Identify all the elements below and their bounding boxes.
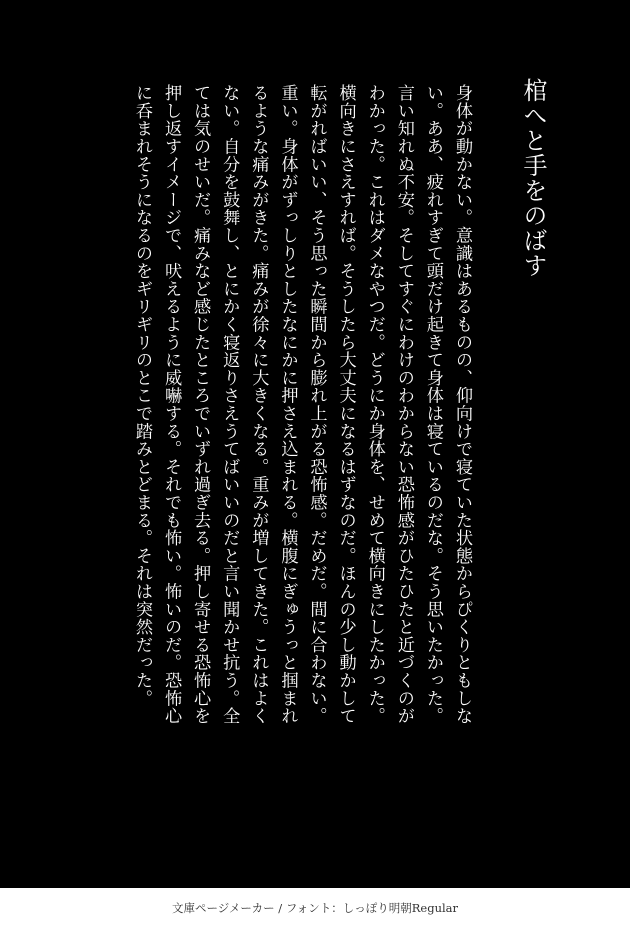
text-column: ては気のせいだ。痛みなど感じたところでいずれ過ぎ去る。押し寄せる恐怖心を [190,84,211,725]
font-credit: 文庫ページメーカー / フォント：しっぽり明朝Regular [171,901,459,915]
text-column: わかった。これはダメなやつだ。どうにか身体を、せめて横向きにしたかった。 [364,84,385,725]
text-column: 身体が動かない。意識はあるものの、仰向けで寝ていた状態からぴくりともしな [452,84,472,725]
text-column: 横向きにさえすれば。そうしたら大丈夫になるはずなのだ。ほんの少し動かして [335,84,356,725]
page-title: 棺へと手をのばす [519,78,547,278]
text-column: 重い。身体がずっしりとしたなにかに押さえ込まれる。横腹にぎゅうっと掴まれ [277,84,298,725]
text-column: ない。自分を鼓舞し、とにかく寝返りさえうてばいいのだと言い聞かせ抗う。全 [219,84,240,725]
text-column: 転がればいい、そう思った瞬間から膨れ上がる恐怖感。だめだ。間に合わない。 [306,84,327,725]
text-column: い。ああ、疲れすぎて頭だけ起きて身体は寝ているのだな。そう思いたかった。 [422,84,443,725]
text-column: に呑まれそうになるのをギリギリのとこで踏みとどまる。それは突然だった。 [131,84,152,707]
footer [0,888,630,928]
text-column: 言い知れぬ不安。そしてすぐにわけのわからない恐怖感がひたひたと近づくのが [393,84,414,725]
text-column: るような痛みがきた。痛みが徐々に大きくなる。重みが増してきた。これはよく [248,84,269,725]
text-column: 押し返すイメージで、吠えるように威嚇する。それでも怖い。怖いのだ。恐怖心 [161,84,182,725]
body-text [127,84,476,794]
